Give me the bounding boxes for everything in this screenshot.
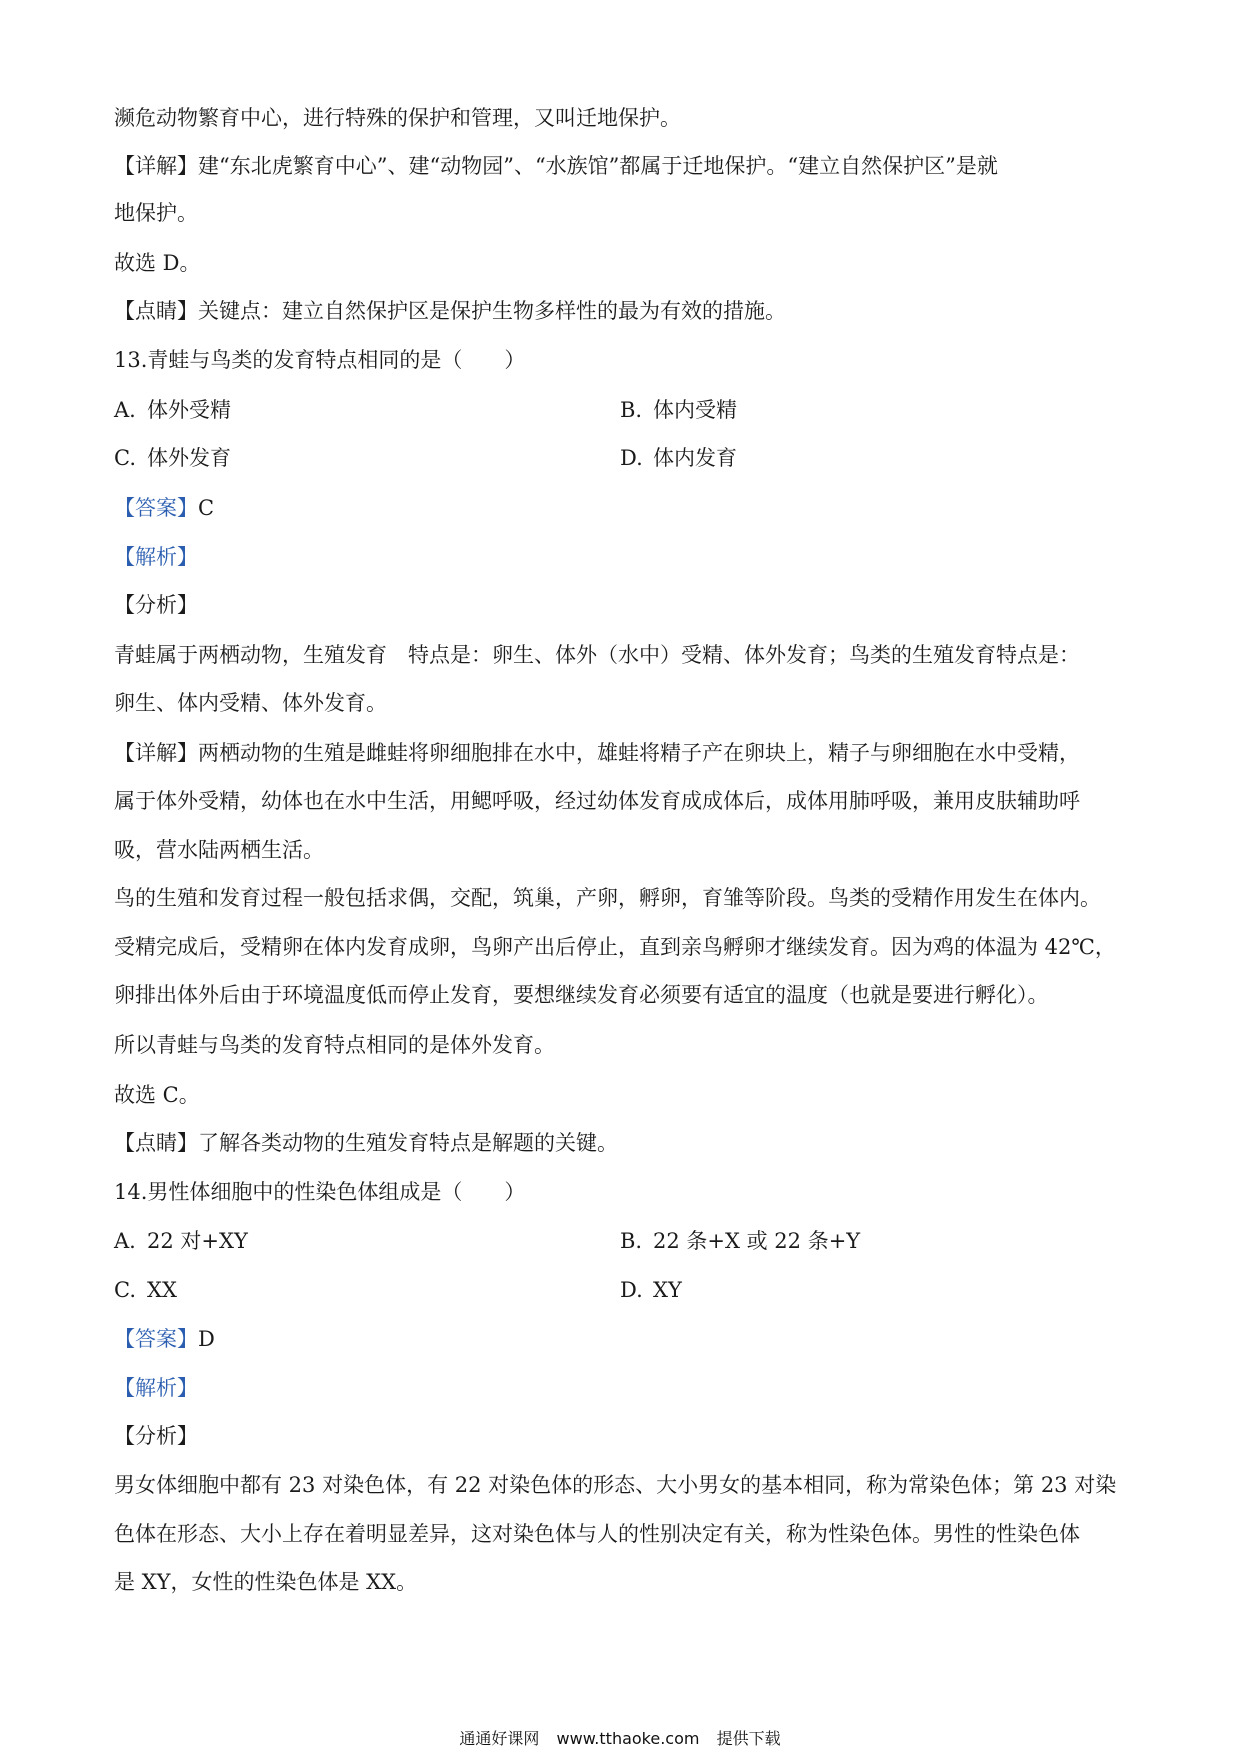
- explanation-detail: 【详解】两栖动物的生殖是雌蛙将卵细胞排在水中，雄蛙将精子产在卵块上，精子与卵细胞在水中受精，: [114, 741, 1080, 765]
- option-key: D.: [620, 446, 643, 470]
- text-line: 濒危动物繁育中心，进行特殊的保护和管理，又叫迁地保护。: [114, 106, 681, 130]
- answer-value: C: [198, 496, 215, 520]
- answer-value: D: [198, 1327, 215, 1351]
- question-13-title: 13.青蛙与鸟类的发育特点相同的是（ ）: [114, 348, 526, 372]
- option-text: XX: [147, 1278, 177, 1302]
- q14-option-a: [114, 1226, 248, 1256]
- key-point: 【点睛】了解各类动物的生殖发育特点是解题的关键。: [114, 1131, 618, 1155]
- text-line: 色体在形态、大小上存在着明显差异，这对染色体与人的性别决定有关，称为性染色体。男性的性染色体: [114, 1522, 1080, 1546]
- footer-suffix: 提供下载: [716, 1729, 781, 1748]
- explanation-detail: 【详解】建“东北虎繁育中心”、建“动物园”、“水族馆”都属于迁地保护。“建立自然保护区”是就: [114, 154, 998, 178]
- q14-option-c: [114, 1275, 177, 1305]
- footer-site-name: 通通好课网: [459, 1729, 540, 1748]
- q13-fenxi-tag: 【分析】: [114, 593, 198, 617]
- q13-option-c: [114, 443, 231, 473]
- text-line: 受精完成后，受精卵在体内发育成卵，鸟卵产出后停止，直到亲鸟孵卵才继续发育。因为鸡的体温为 42℃，: [114, 935, 1116, 959]
- q14-option-d: [620, 1275, 682, 1305]
- q13-option-b: [620, 395, 737, 425]
- text-line: 鸟的生殖和发育过程一般包括求偶，交配，筑巢，产卵，孵卵，育雏等阶段。鸟类的受精作用发生在体内。: [114, 886, 1101, 910]
- text-line: 男女体细胞中都有 23 对染色体，有 22 对染色体的形态、大小男女的基本相同，称为常染色体；第 23 对染: [114, 1473, 1117, 1497]
- text-line: 卵排出体外后由于环境温度低而停止发育，要想继续发育必须要有适宜的温度（也就是要进行孵化）。: [114, 983, 1049, 1007]
- option-key: C.: [114, 1278, 136, 1302]
- text-line: 吸，营水陆两栖生活。: [114, 838, 324, 862]
- option-key: B.: [620, 1229, 643, 1253]
- page-footer: [0, 1728, 1240, 1750]
- option-key: A.: [114, 398, 136, 422]
- text-line: 所以青蛙与鸟类的发育特点相同的是体外发育。: [114, 1033, 555, 1057]
- text-line: 地保护。: [114, 201, 198, 225]
- text-line: 青蛙属于两栖动物，生殖发育 特点是：卵生、体外（水中）受精、体外发育；鸟类的生殖发育特点是：: [114, 643, 1080, 667]
- answer-tag: 【答案】: [114, 496, 198, 520]
- answer-choice-statement: 故选 C。: [114, 1083, 200, 1107]
- question-14-title: 14.男性体细胞中的性染色体组成是（ ）: [114, 1180, 526, 1204]
- footer-url-link[interactable]: www.tthaoke.com: [556, 1729, 700, 1748]
- option-key: C.: [114, 446, 136, 470]
- answer-choice-statement: 故选 D。: [114, 251, 201, 275]
- q13-option-d: [620, 443, 737, 473]
- option-text: 体内发育: [653, 446, 737, 470]
- option-key: A.: [114, 1229, 136, 1253]
- option-text: 体内受精: [653, 398, 737, 422]
- q14-analysis-tag: 【解析】: [114, 1376, 198, 1400]
- key-point: 【点睛】关键点：建立自然保护区是保护生物多样性的最为有效的措施。: [114, 299, 786, 323]
- q14-answer: [114, 1324, 1134, 1354]
- q13-analysis-tag: 【解析】: [114, 545, 198, 569]
- answer-tag: 【答案】: [114, 1327, 198, 1351]
- option-text: 22 对+XY: [147, 1229, 248, 1253]
- q14-fenxi-tag: 【分析】: [114, 1424, 198, 1448]
- q13-option-a: [114, 395, 231, 425]
- text-line: 是 XY，女性的性染色体是 XX。: [114, 1570, 418, 1594]
- q14-option-b: [620, 1226, 860, 1256]
- option-key: D.: [620, 1278, 643, 1302]
- text-line: 卵生、体内受精、体外发育。: [114, 691, 387, 715]
- text-line: 属于体外受精，幼体也在水中生活，用鳃呼吸，经过幼体发育成成体后，成体用肺呼吸，兼用皮肤辅助呼: [114, 789, 1080, 813]
- option-text: 体外受精: [147, 398, 231, 422]
- option-key: B.: [620, 398, 643, 422]
- option-text: XY: [653, 1278, 682, 1302]
- option-text: 体外发育: [147, 446, 231, 470]
- option-text: 22 条+X 或 22 条+Y: [653, 1229, 861, 1253]
- q13-answer: [114, 493, 1134, 523]
